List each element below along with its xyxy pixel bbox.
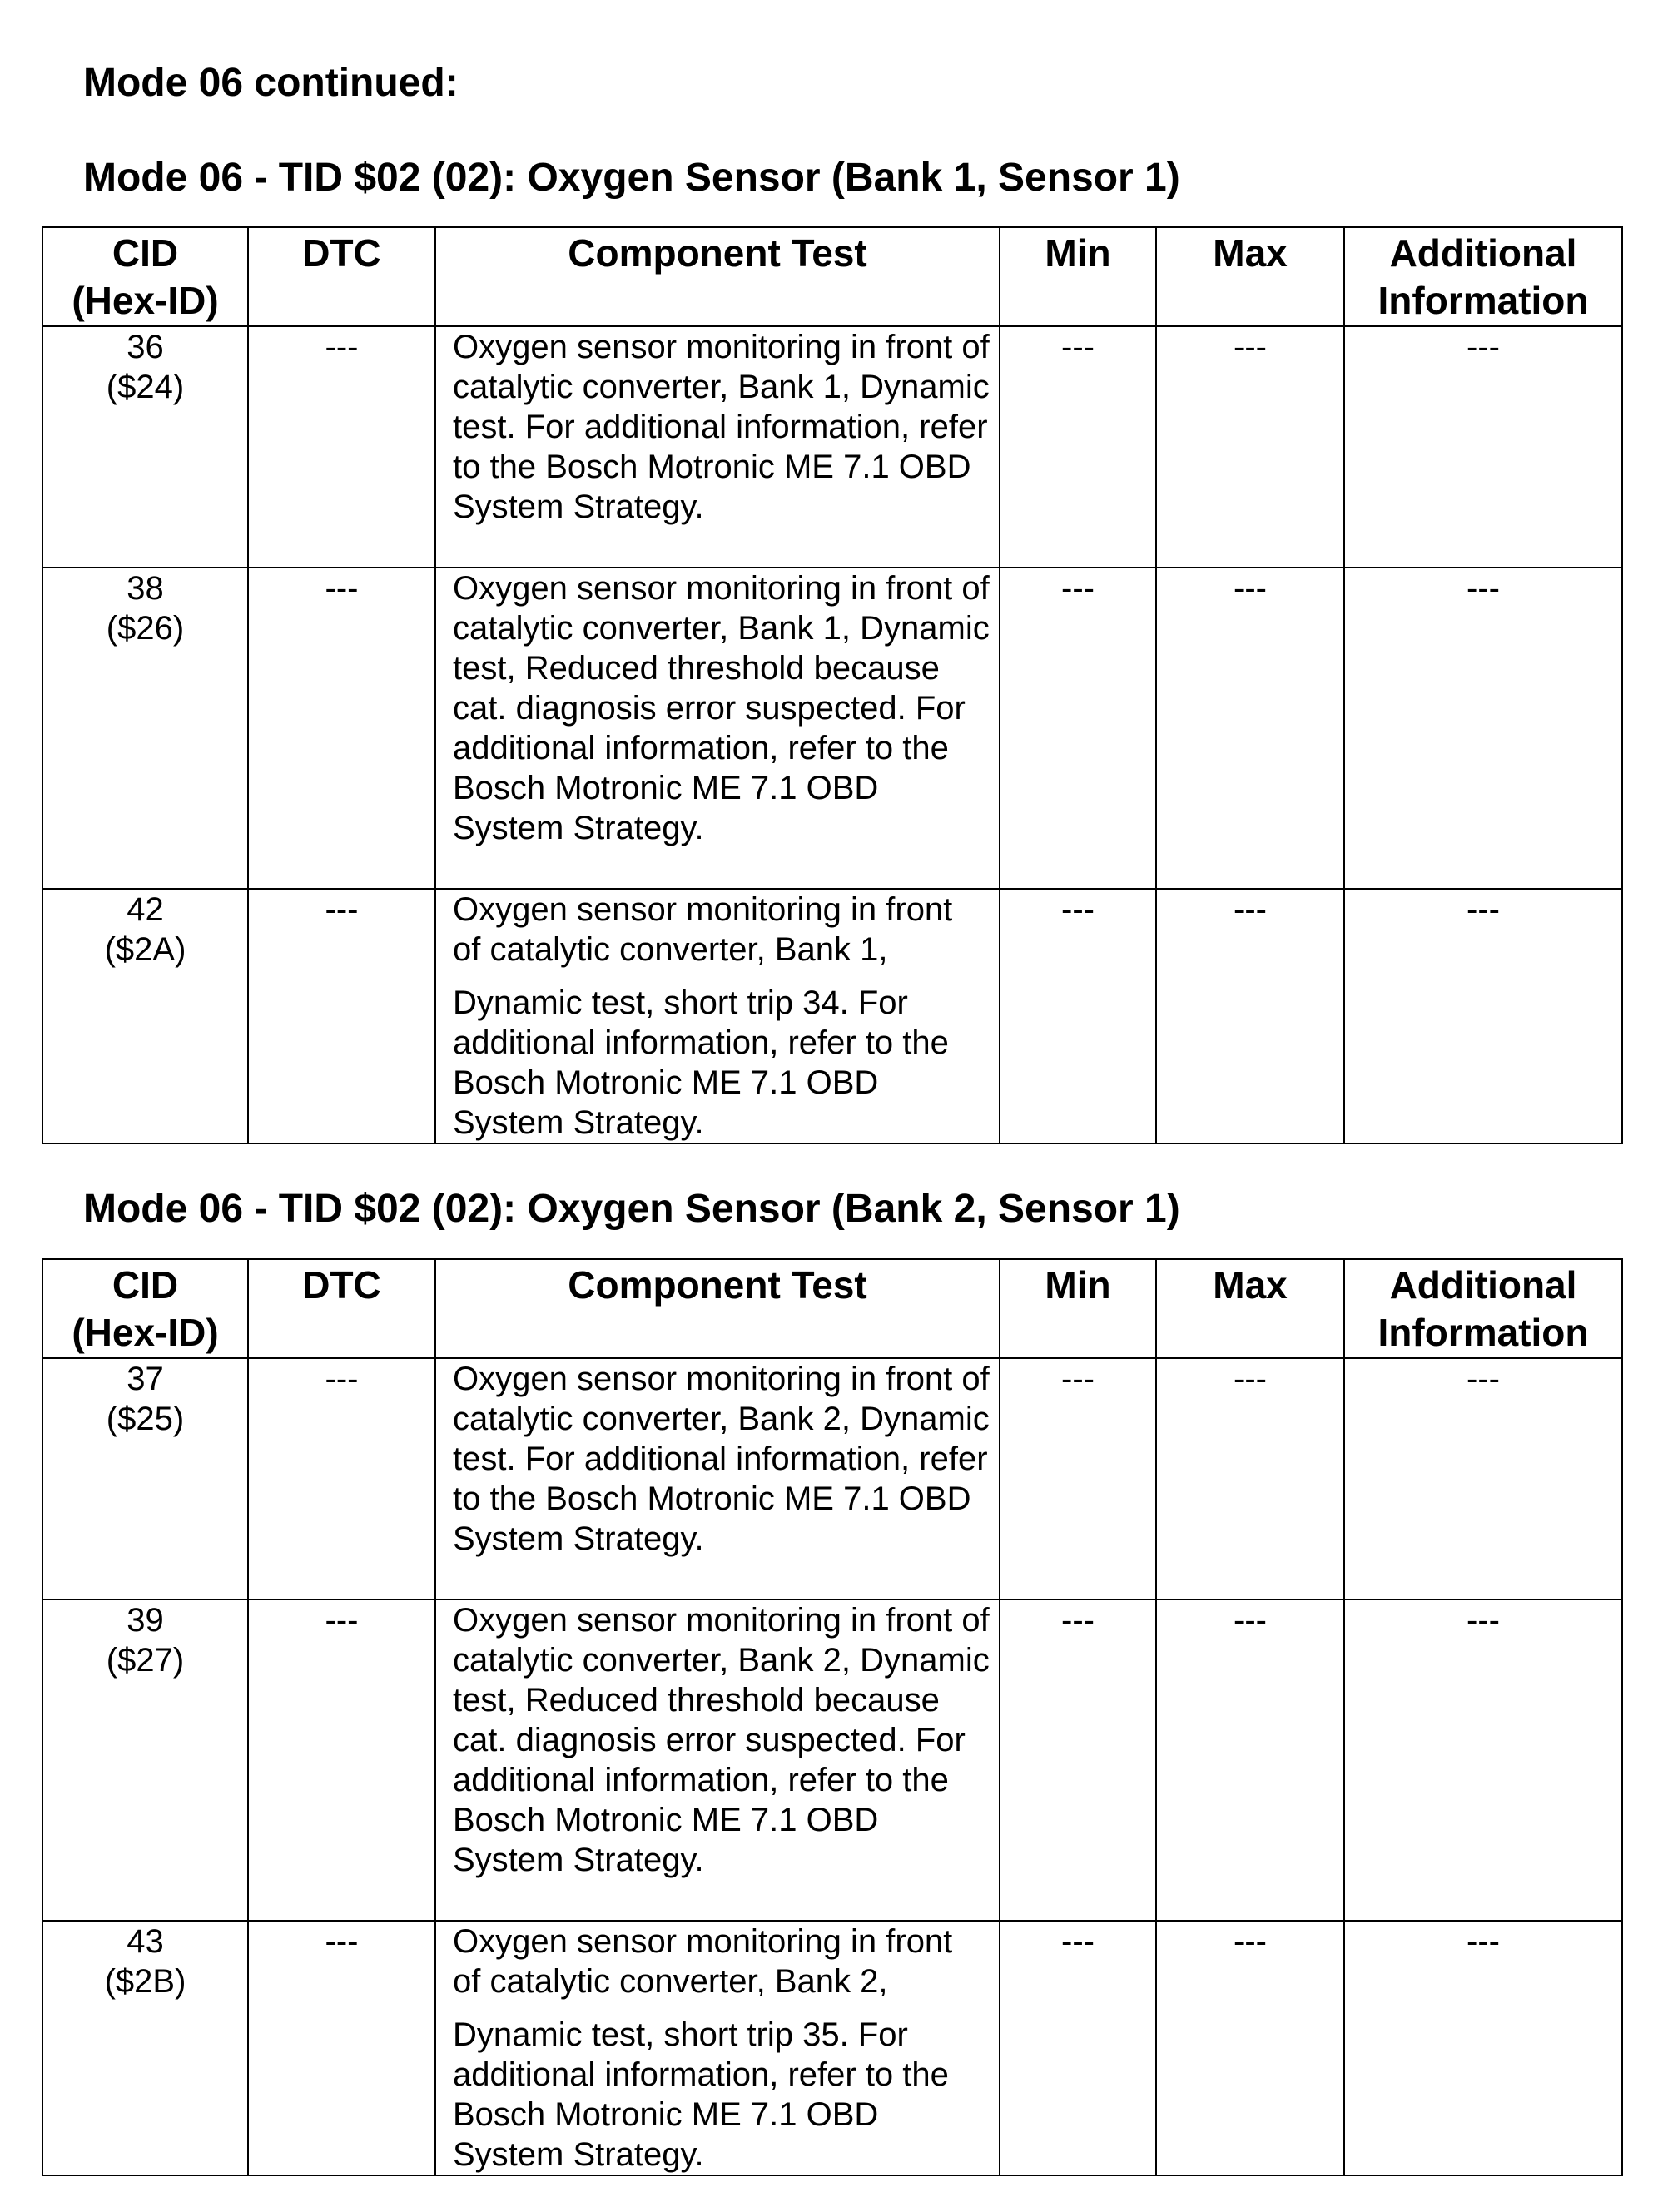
dtc-cell: ---: [248, 1599, 435, 1921]
header-cid: CID (Hex-ID): [42, 1259, 248, 1358]
min-cell: ---: [1000, 1599, 1156, 1921]
min-cell: ---: [1000, 889, 1156, 1143]
page-heading: Mode 06 continued:: [83, 61, 459, 105]
component-test-cell: Oxygen sensor monitoring in front of catalytic converter, Bank 2, Dynamic test. For additional information, refer to the Bosch Motronic ME 7.1 OBD System Strategy.: [435, 1358, 1000, 1599]
mode06-table-bank2: [42, 1258, 1623, 2176]
max-cell: ---: [1156, 568, 1344, 889]
cid-cell: 36 ($24): [42, 326, 248, 568]
additional-info-cell: ---: [1344, 568, 1622, 889]
table-row: [42, 1921, 1622, 2175]
min-cell: ---: [1000, 326, 1156, 568]
max-cell: ---: [1156, 1599, 1344, 1921]
min-cell: ---: [1000, 568, 1156, 889]
dtc-cell: ---: [248, 326, 435, 568]
header-additional-information: Additional Information: [1344, 227, 1622, 326]
additional-info-cell: ---: [1344, 1358, 1622, 1599]
additional-info-cell: ---: [1344, 1921, 1622, 2175]
cid-cell: 42 ($2A): [42, 889, 248, 1143]
table-title-bank2: Mode 06 - TID $02 (02): Oxygen Sensor (Bank 2, Sensor 1): [83, 1187, 1180, 1231]
cid-cell: 39 ($27): [42, 1599, 248, 1921]
table-title-bank1: Mode 06 - TID $02 (02): Oxygen Sensor (Bank 1, Sensor 1): [83, 156, 1180, 200]
min-cell: ---: [1000, 1358, 1156, 1599]
component-test-cell: Oxygen sensor monitoring in front of catalytic converter, Bank 1, Dynamic test. For additional information, refer to the Bosch Motronic ME 7.1 OBD System Strategy.: [435, 326, 1000, 568]
cid-cell: 43 ($2B): [42, 1921, 248, 2175]
table-row: [42, 1358, 1622, 1599]
header-min: Min: [1000, 1259, 1156, 1358]
cid-cell: 38 ($26): [42, 568, 248, 889]
component-test-cell: Oxygen sensor monitoring in front of catalytic converter, Bank 2, Dynamic test, Reduced threshold because cat. diagnosis error suspected. For additional information, refer to the Bosch Motronic ME 7.1 OBD System Strategy.: [435, 1599, 1000, 1921]
dtc-cell: ---: [248, 568, 435, 889]
header-dtc: DTC: [248, 1259, 435, 1358]
max-cell: ---: [1156, 889, 1344, 1143]
dtc-cell: ---: [248, 1358, 435, 1599]
header-dtc: DTC: [248, 227, 435, 326]
header-component-test: Component Test: [435, 1259, 1000, 1358]
component-test-cell: Oxygen sensor monitoring in front of catalytic converter, Bank 1, Dynamic test, short trip 34. For additional information, refer to the Bosch Motronic ME 7.1 OBD System Strategy.: [435, 889, 1000, 1143]
table-row: [42, 568, 1622, 889]
mode06-table-bank1: [42, 226, 1623, 1144]
header-min: Min: [1000, 227, 1156, 326]
header-component-test: Component Test: [435, 227, 1000, 326]
header-max: Max: [1156, 227, 1344, 326]
component-test-cell: Oxygen sensor monitoring in front of catalytic converter, Bank 2, Dynamic test, short trip 35. For additional information, refer to the Bosch Motronic ME 7.1 OBD System Strategy.: [435, 1921, 1000, 2175]
header-max: Max: [1156, 1259, 1344, 1358]
max-cell: ---: [1156, 326, 1344, 568]
max-cell: ---: [1156, 1358, 1344, 1599]
max-cell: ---: [1156, 1921, 1344, 2175]
additional-info-cell: ---: [1344, 889, 1622, 1143]
dtc-cell: ---: [248, 889, 435, 1143]
additional-info-cell: ---: [1344, 326, 1622, 568]
dtc-cell: ---: [248, 1921, 435, 2175]
table-row: [42, 889, 1622, 1143]
table-row: [42, 1599, 1622, 1921]
table-header-row: [42, 227, 1622, 326]
header-additional-information: Additional Information: [1344, 1259, 1622, 1358]
component-test-cell: Oxygen sensor monitoring in front of catalytic converter, Bank 1, Dynamic test, Reduced threshold because cat. diagnosis error suspected. For additional information, refer to the Bosch Motronic ME 7.1 OBD System Strategy.: [435, 568, 1000, 889]
header-cid: CID (Hex-ID): [42, 227, 248, 326]
table-header-row: [42, 1259, 1622, 1358]
min-cell: ---: [1000, 1921, 1156, 2175]
table-row: [42, 326, 1622, 568]
cid-cell: 37 ($25): [42, 1358, 248, 1599]
additional-info-cell: ---: [1344, 1599, 1622, 1921]
